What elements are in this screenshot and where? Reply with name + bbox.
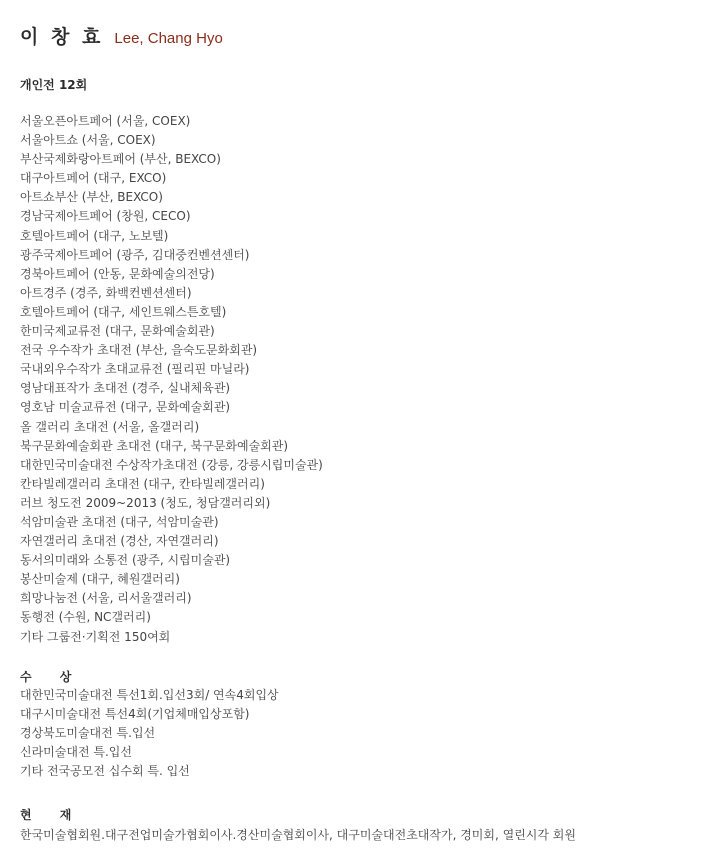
list-item: 기타 전국공모전 십수회 특. 입선: [20, 764, 190, 779]
list-item: 한국미술협회원.대구전업미술가협회이사.경산미술협회이사, 대구미술대전초대작가, 경미회, 열린시각 회원: [20, 828, 576, 842]
list-item: 기타 그룹전·기획전 150여회: [20, 629, 171, 644]
list-item: 한미국제교류전 (대구, 문화예술회관): [20, 324, 215, 339]
list-item: 석암미술관 초대전 (대구, 석암미술관): [20, 514, 219, 529]
exhibition-list: [20, 112, 323, 647]
list-item: 영호남 미술교류전 (대구, 문화예술회관): [20, 400, 231, 415]
list-item: 대구아트페어 (대구, EXCO): [20, 171, 167, 186]
list-item: 경남국제아트페어 (창원, CECO): [20, 209, 191, 224]
awards-list: [20, 686, 279, 781]
list-item: 호텔아트페어 (대구, 세인트웨스튼호텔): [20, 304, 227, 319]
list-item: 희망나눔전 (서울, 리서울갤러리): [20, 591, 192, 606]
list-item: 동행전 (수원, NC갤러리): [20, 610, 151, 625]
list-item: 국내외우수작가 초대교류전 (필리핀 마닐라): [20, 362, 250, 377]
list-item: 신라미술대전 특.입선: [20, 745, 132, 760]
list-item: 광주국제아트페어 (광주, 김대중컨벤션센터): [20, 247, 250, 262]
list-item: 호텔아트페어 (대구, 노보텔): [20, 228, 169, 243]
list-item: 대한민국미술대전 특선1회.입선3회/ 연속4회입상: [20, 688, 279, 702]
list-item: 대한민국미술대전 수상작가초대전 (강릉, 강릉시립미술관): [20, 457, 323, 472]
list-item: 러브 청도전 2009~2013 (청도, 청담갤러리외): [20, 495, 271, 510]
list-item: 칸타빌레갤러리 초대전 (대구, 칸타빌레갤러리): [20, 476, 265, 491]
current-heading: 현 재: [20, 808, 84, 822]
solo-exhibitions-heading: 개인전 12회: [20, 78, 88, 92]
list-item: 자연갤러리 초대전 (경산, 자연갤러리): [20, 534, 219, 549]
current-list: [20, 826, 576, 845]
page-title: [20, 22, 223, 49]
list-item: 봉산미술제 (대구, 혜원갤러리): [20, 572, 180, 587]
list-item: 경북아트페어 (안동, 문화예술의전당): [20, 266, 215, 281]
awards-heading: 수 상: [20, 670, 84, 684]
list-item: 대구시미술대전 특선4회(기업체매입상포함): [20, 707, 250, 722]
artist-name-english: Lee, Chang Hyo: [114, 30, 223, 47]
list-item: 서울오픈아트페어 (서울, COEX): [20, 114, 191, 128]
list-item: 부산국제화랑아트페어 (부산, BEXCO): [20, 152, 221, 167]
list-item: 서울아트쇼 (서울, COEX): [20, 133, 156, 148]
list-item: 올 갤러리 초대전 (서울, 올갤러리): [20, 419, 200, 434]
list-item: 아트쇼부산 (부산, BEXCO): [20, 190, 163, 205]
list-item: 영남대표작가 초대전 (경주, 실내체육관): [20, 381, 231, 396]
list-item: 동서의미래와 소통전 (광주, 시립미술관): [20, 553, 231, 568]
list-item: 아트경주 (경주, 화백컨벤션센터): [20, 285, 192, 300]
list-item: 경상북도미술대전 특.입선: [20, 726, 156, 741]
list-item: 전국 우수작가 초대전 (부산, 을숙도문화회관): [20, 343, 258, 358]
artist-name-korean: 이 창 효: [20, 26, 104, 48]
list-item: 북구문화예술회관 초대전 (대구, 북구문화예술회관): [20, 438, 289, 453]
